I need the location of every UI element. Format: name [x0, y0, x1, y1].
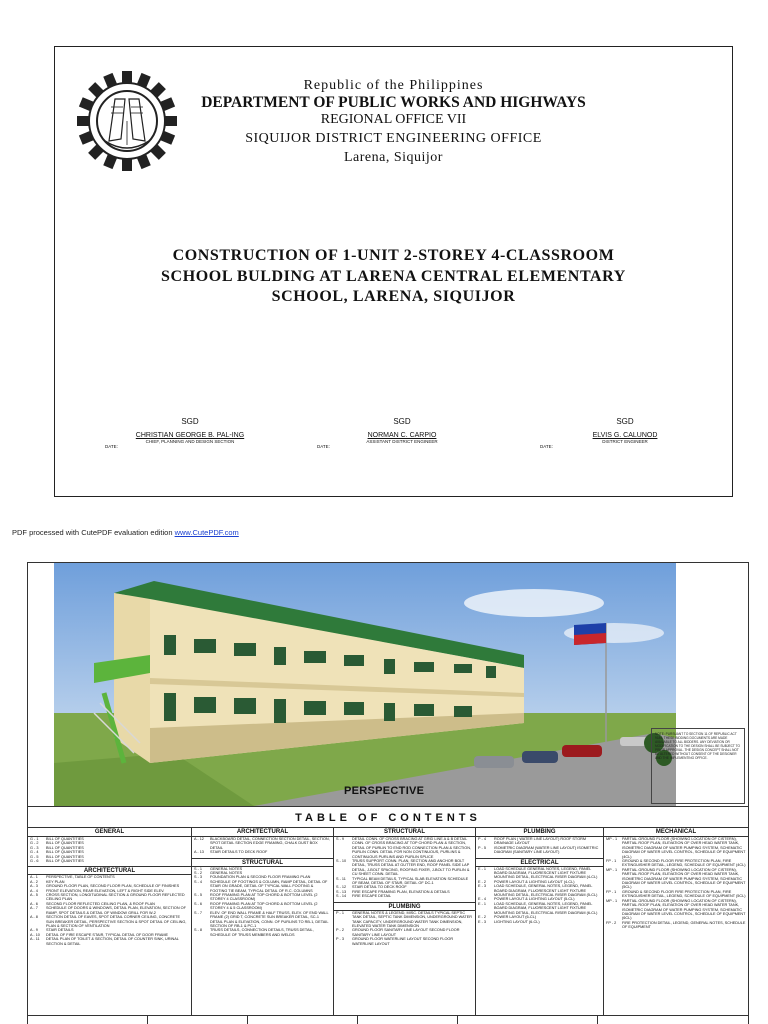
toc-entry	[192, 850, 333, 854]
toc-entry-code: G - 2	[30, 841, 39, 846]
toc-entry	[476, 867, 603, 880]
toc-entry-code: S - 10	[336, 859, 347, 864]
toc-entry-code: FP - 2	[606, 920, 617, 925]
toc-entry-code: S - 8	[194, 928, 203, 933]
toc-entry-code: S - 3	[194, 875, 203, 880]
toc-entry-description: DETAIL OF FIRE ESCAPE STAIR, TYPICAL DETAIL OF DOOR FRAME	[46, 932, 169, 937]
toc-entry-code: A - 5	[30, 893, 38, 898]
toc-entry-code: S - 5	[194, 893, 203, 898]
toc-entry	[334, 877, 475, 886]
toc-entry-code: A - 11	[30, 937, 40, 942]
toc-column	[604, 828, 748, 1015]
toc-column	[28, 828, 192, 1015]
toc-entry	[334, 928, 475, 937]
republic-heading: Republic of the Philippines	[303, 78, 484, 93]
toc-entry-code: E - 3	[478, 919, 487, 924]
toc-entry-description: POWER LAYOUT & LIGHTING LAYOUT (4-CL)	[494, 879, 575, 884]
toc-entry-code: A - 10	[30, 932, 40, 937]
toc-entry	[192, 893, 333, 902]
toc-entry-description: BILL OF QUANTITIES	[46, 859, 84, 864]
toc-column-header: MECHANICAL	[604, 828, 748, 837]
toc-entry	[604, 921, 748, 930]
notes-box: NOTE: PURSUANT TO SECTION 11 OF REPUBLIC ACT 9184, THESE BIDDING DOCUMENTS ARE MADE AVAILABLE TO ALL BIDDERS. ANY DEVIATION OR MODIFICATION TO THE DESIGN SHALL BE SUBJECT TO PRIOR APPROVAL. THE DESIGN CONCEPT SHALL NOT BE ALTERED WITHOUT CONSENT OF THE DESIGNER AND THE IMPLEMENTING OFFICE.	[651, 728, 745, 804]
title-block-cell	[358, 1016, 458, 1024]
signature-mark: SGD	[181, 417, 199, 426]
toc-entry	[28, 937, 191, 946]
pdf-note-text: PDF processed with CutePDF evaluation edition	[12, 528, 175, 537]
toc-entry-code: P - 3	[336, 937, 344, 942]
toc-entry-description: STAIR DETAILS TO DECK ROOF	[210, 850, 268, 855]
signatory-date: DATE:	[105, 444, 118, 449]
toc-entry-description: ELEV. OF END WALL FRAME & HALF TRUSS, ELEV. OF END WALL FRAME (2) GRID T, CONCRETE SUN BREAKER DETAIL, SC-1 DETAIL PLAN & ELEVATION, CONN. OF PURLINS TO RB-1, DETAIL SECTION OF RB-1 & PC-1	[210, 910, 329, 928]
title-block-cell	[458, 1016, 598, 1024]
toc-entry	[604, 859, 748, 868]
toc-entry-description: DETAIL CONN. OF CROSS BRACING AT GRID LINE A & B DETAIL CONN. OF CROSS BRACING AT TOP CHORD PLAN & SECTION, DETAIL OF PURLIN TO END ROD CONNECTION PLAN & SECTION, PURLIN CONN. DETAIL FOR NON CONTINUOUS, PURLINS & CONTINUOUS PURLINS AND PURLIN SPLICE	[352, 837, 472, 859]
toc-entry-code: A - 9	[30, 928, 38, 933]
toc-entry-code: S - 1	[194, 866, 203, 871]
toc-entry	[192, 902, 333, 911]
toc-entry	[604, 890, 748, 899]
perspective-rendering	[54, 563, 676, 806]
toc-entry-description: TRUSS SUPPORT CONN. PLAN, SECTION AND ANCHOR BOLT DETAIL, TRUSS DETAIL AT GUTTER END, ROOF PANEL SIDE LAP DETAIL, J-BOLT SPACING, ROOFING FIXER, J-BOLT TO PURLIN & CU SHEET CONN. DETAIL	[352, 859, 470, 877]
toc-entry-code: A - 4	[30, 888, 38, 893]
toc-header-bar	[28, 806, 748, 828]
signatory-date: DATE:	[317, 444, 330, 449]
toc-column	[334, 828, 476, 1015]
toc-entry-code: A - 7	[30, 906, 38, 911]
toc-entry-code: A - 8	[30, 915, 38, 920]
toc-column	[192, 828, 334, 1015]
signatory-block	[317, 417, 487, 450]
region-heading: REGIONAL OFFICE VII	[320, 112, 467, 127]
title-block	[28, 1015, 748, 1024]
toc-entry-description: LOAD SCHEDULE GENERAL NOTES, LEGEND, PANEL BOARD DIAGRAM, FLUORESCENT LIGHT FIXTURE MOUNTING DETAIL, ELECTRICAL RISER DIAGRAM (4-CL)	[494, 866, 598, 880]
toc-entry-description: GENERAL NOTES	[210, 866, 243, 871]
toc-entry-code: FP - 1	[606, 889, 617, 894]
toc-entry-description: ROOF FRAMING PLAN AT TOP CHORD & BOTTOM LEVEL (2 STOREY 4 CLASSROOM)	[210, 893, 318, 902]
title-block-cell	[148, 1016, 248, 1024]
toc-entry-description: FIRE ESCAPE FRAMING PLAN, ELEVATION & DETAILS	[352, 889, 450, 894]
toc-entry	[476, 837, 603, 846]
toc-column-header: STRUCTURAL	[334, 828, 475, 837]
signatory-name: CHRISTIAN GEORGE B. PAL-ING	[135, 432, 245, 439]
toc-entry	[334, 911, 475, 929]
toc-entry-description: SCHEDULE OF FOOTINGS & COLUMN, RAMP DETAIL, DETAIL OF STAIR ON GRADE, DETAIL OF TYPICAL WALL FOOTING & FOOTING TIE BEAM, TYPICAL DETAIL OF R.C. COLUMNS	[210, 879, 328, 893]
toc-entry-description: ROOF PLAN ( WATER LINE LAYOUT) ROOF STORM DRAINAGE LAYOUT	[494, 837, 587, 846]
toc-entry	[28, 893, 191, 902]
signatory-block	[540, 417, 710, 450]
toc-entry-code: S - 2	[194, 871, 203, 876]
toc-entry-description: GROUND FLOOR SANITARY LINE LAYOUT SECOND FLOOR SANITARY LINE LAYOUT	[352, 928, 460, 937]
project-title-line-2: SCHOOL BULDING AT LARENA CENTRAL ELEMENTARY	[161, 268, 626, 285]
toc-entry	[334, 837, 475, 859]
toc-entry-description: TRUSS DETAILS, CONNECTION DETAILS, TRUSS DETAIL, SCHEDULE OF TRUSS MEMBERS AND WELDS	[210, 928, 314, 937]
signatory-block	[105, 417, 275, 450]
toc-entry-description: POWER LAYOUT & LIGHTING LAYOUT (5-CL)	[494, 897, 575, 902]
toc-section-header: ELECTRICAL	[476, 858, 603, 867]
cutepdf-link[interactable]: www.CutePDF.com	[174, 528, 239, 537]
toc-section-header: PLUMBING	[334, 902, 475, 911]
toc-entry-description: STAIR DETAIL TO DECK ROOF	[352, 885, 407, 890]
toc-entry-code: S - 11	[336, 876, 346, 881]
toc-entry-code: A - 2	[30, 879, 38, 884]
toc-entry-description: BILL OF QUANTITIES	[46, 854, 84, 859]
signatory-position: ASSISTANT DISTRICT ENGINEER	[366, 439, 438, 444]
signatory-name: ELVIS G. CALUNOD	[592, 432, 658, 439]
title-block-cell	[598, 1016, 748, 1024]
toc-entry	[334, 937, 475, 946]
toc-entry	[192, 928, 333, 937]
toc-entry-code: P - 5	[478, 845, 486, 850]
toc-entry	[604, 899, 748, 921]
toc-entry-code: E - 1	[478, 866, 487, 871]
toc-entry	[476, 884, 603, 897]
toc-column-header: ARCHITECTURAL	[192, 828, 333, 837]
toc-entry-code: MP - 1	[606, 867, 618, 872]
toc-entry-description: BILL OF QUANTITIES	[46, 845, 84, 850]
signatory-name: NORMAN C. CARPIO	[367, 432, 437, 439]
signatory-date: DATE:	[540, 444, 553, 449]
toc-entry	[192, 837, 333, 850]
toc-entry-code: A - 13	[194, 850, 204, 855]
project-title-line-3: SCHOOL, LARENA, SIQUIJOR	[271, 288, 516, 305]
toc-entry-code: P - 1	[336, 910, 344, 915]
title-block-cell	[28, 1016, 148, 1024]
toc-entry	[604, 868, 748, 890]
toc-entry-description: FRONT ELEVATION, REAR ELEVATION, LEFT & RIGHT SIDE ELEV.	[46, 888, 165, 893]
toc-entry-description: LOAD SCHEDULE, GENERAL NOTES, LEGEND, PANEL BOARD DIAGRAM, FLUORESCENT LIGHT FIXTURE MOUNTING DETAIL, ELECTRICAL RISER DIAGRAM (6-CL)	[494, 901, 598, 915]
toc-entry-code: MP - 1	[606, 898, 618, 903]
drawing-sheet	[27, 562, 749, 1024]
toc-entry-description: FIRE ESCAPE DETAIL	[352, 894, 392, 899]
toc-entry-description: GENERAL NOTES & LEGEND, MISC. DETAILS TYPICAL SEPTIC TANK DETAIL, SEPTIC TANK DIMENSION, UNDERGROUND WATER TANK CAPACITY, UNDERGROUND WATER TANK DIMENSION, ELEVATED WATER TANK DIMENSION	[352, 910, 472, 928]
toc-entry-description: SECOND FLOOR REFLECTED CEILING PLAN, & ROOF PLAN	[46, 901, 155, 906]
toc-entry-description: BILL OF QUANTITIES	[46, 837, 84, 841]
toc-entry-code: S - 4	[194, 879, 203, 884]
toc-entry-description: GROUND & SECOND FLOOR FIRE PROTECTION PLAN, FIRE EXTINGUISHER DETAIL, LEGEND, SCHEDULE OF EQUIPMENT (4CL)	[622, 859, 746, 868]
toc-entry-description: SCHEDULE OF DOORS & WINDOWS, DETAIL PLAN, ELEVATION, SECTION OF RAMP, SPOT DETAILS & DETAIL OF WINDOW GRILL FOR W-2	[46, 906, 186, 915]
toc-entry-code: G - 4	[30, 850, 39, 855]
toc-entry-description: GENERAL NOTES	[210, 871, 243, 876]
town-heading: Larena, Siquijor	[344, 150, 443, 165]
toc-entry-code: S - 9	[336, 837, 345, 841]
toc-entry-description: BILL OF QUANTITIES	[46, 841, 84, 846]
toc-entry-code: FP - 1	[606, 859, 617, 864]
toc-entry	[604, 837, 748, 859]
toc-entry-code: S - 6	[194, 901, 203, 906]
toc-entry-description: GROUND FLOOR PLAN, SECOND FLOOR PLAN, SCHEDULE OF FINISHES	[46, 884, 180, 889]
toc-entry-code: G - 6	[30, 859, 39, 864]
toc-entry-code: S - 7	[194, 910, 203, 915]
toc-entry	[28, 906, 191, 915]
toc-entry-description: TYPICAL BEAM DETAILS, TYPICAL SLAB ELEVATION SCHEDULE OF BEAM, DETAIL OF STAIR, DETAIL OF DC-1	[352, 876, 469, 886]
toc-entry-description: STAIR DETAILS	[46, 928, 74, 933]
toc-entry	[28, 859, 191, 863]
toc-title: TABLE OF CONTENTS	[295, 812, 481, 824]
cover-sheet	[54, 46, 733, 497]
toc-entry-description: PARTIAL GROUND FLOOR (SHOWING LOCATION OF CISTERN), PARTIAL ROOF PLAN, ELEVATION OF OVER HEAD WATER TANK, ISOMETRIC DIAGRAM OF WATER PUMPING SYSTEM, SCHEMATIC DIAGRAM OF WATER LEVEL CONTROL, SCHEDULE OF EQUIPMENT (6CL)	[622, 898, 746, 921]
toc-entry	[476, 902, 603, 915]
toc-entry	[192, 880, 333, 893]
toc-entry	[476, 846, 603, 855]
toc-entry-description: KEY PLAN	[46, 879, 65, 884]
toc-column-header: GENERAL	[28, 828, 191, 837]
toc-entry-description: CROSS SECTION, LONGITUDINAL SECTION & GROUND FLOOR REFLECTED CEILING PLAN	[46, 893, 185, 902]
toc-entry-description: FOUNDATION PLAN & SECOND FLOOR FRAMING PLAN	[210, 875, 311, 880]
project-title-line-1: CONSTRUCTION OF 1-UNIT 2-STOREY 4-CLASSROOM	[172, 247, 615, 264]
toc-entry-code: P - 4	[478, 837, 486, 841]
toc-section-header: STRUCTURAL	[192, 858, 333, 867]
toc-entry-description: GROUND & SECOND FLOOR FIRE PROTECTION PLAN, FIRE EXTINGUISHER DETAIL, LEGEND, SCHEDULE OF EQUIPMENT (5CL)	[622, 889, 746, 899]
toc-entry-code: G - 5	[30, 854, 39, 859]
toc-entry-code: P - 2	[336, 928, 344, 933]
toc-entry-code: E - 2	[478, 879, 487, 884]
signatory-position: DISTRICT ENGINEER	[602, 439, 648, 444]
toc-column-header: PLUMBING	[476, 828, 603, 837]
toc-entry-code: E - 1	[478, 901, 487, 906]
signature-mark: SGD	[616, 417, 634, 426]
toc-section-header: ARCHITECTURAL	[28, 866, 191, 875]
toc-entry-description: SECTION DETAIL OF EAVES, SPOT DETAIL CORNER CEILING, CONCRETE SUN BREAKER DETAIL, PERSPECTIVE SECTION & SPOT DETAIL OF CEILING, PLAN & SECTION OF VENTILATION	[46, 915, 187, 928]
toc-entry-code: A - 12	[194, 837, 204, 841]
toc-entry-description: BLACKBOARD DETAIL, CONNECTION SECTION DETAIL, SECTION, SPOT DETAIL SECTION EDGE FRAMING, CHALK DUST BOX DETAIL	[210, 837, 330, 850]
toc-entry-code: E - 3	[478, 884, 487, 889]
toc-entry-code: G - 1	[30, 837, 39, 841]
toc-entry-description: ROOF FRAMING PLAN AT TOP CHORD & BOTTOM LEVEL (2 STOREY 4 & 5 CLASSROOM)	[210, 901, 318, 911]
signatory-position: CHIEF, PLANNING AND DESIGN SECTION	[145, 439, 235, 444]
toc-entry-description: PARTIAL GROUND FLOOR (SHOWING LOCATION OF CISTERN), PARTIAL ROOF PLAN, ELEVATION OF OVER HEAD WATER TANK, ISOMETRIC DIAGRAM OF WATER PUMPING SYSTEM, SCHEMATIC DIAGRAM OF WATER LEVEL CONTROL, SCHEDULE OF EQUIPMENT (4CL)	[622, 837, 746, 859]
toc-entry	[28, 915, 191, 928]
toc-entry	[334, 894, 475, 898]
toc-entry-description: GROUND FLOOR WATERLINE LAYOUT SECOND FLOOR WATERLINE LAYOUT	[352, 937, 454, 946]
toc-entry-code: A - 1	[30, 875, 38, 880]
toc-entry-description: DETAIL PLAN OF TOILET & SECTION, DETAIL OF COUNTER SINK, URINAL SECTION & DETAIL	[46, 937, 179, 946]
toc-entry	[192, 911, 333, 929]
toc-entry-code: E - 2	[478, 915, 487, 920]
toc-entry-description: FIRE PROTECTION DETAIL, LEGEND, GENERAL NOTES, SCHEDULE OF EQUIPMENT	[622, 920, 746, 930]
toc-entry-code: S - 13	[336, 889, 347, 894]
toc-column	[476, 828, 604, 1015]
toc-entry-description: ISOMETRIC DIAGRAM (WATER LINE LAYOUT) ISOMETRIC DIAGRAM (SANITARY LINE LAYOUT)	[494, 845, 599, 855]
toc-entry-description: BILL OF QUANTITIES	[46, 850, 84, 855]
toc-entry-description: PERSPECTIVE, TABLE OF CONTENTS	[46, 875, 115, 880]
toc-entry-code: S - 14	[336, 894, 347, 899]
signature-mark: SGD	[393, 417, 411, 426]
toc-entry-code: A - 6	[30, 901, 38, 906]
toc-entry-description: LOAD SCHEDULE, GENERAL NOTES, LEGEND, PANEL BOARD DIAGRAM, FLUORESCENT LIGHT FIXTURE MOUNTING DETAIL, ELECTRICAL RISER DIAGRAM (5-CL)	[494, 884, 598, 898]
toc-entry	[334, 859, 475, 877]
toc-entry-code: MP - 1	[606, 837, 618, 841]
perspective-label: PERSPECTIVE	[344, 785, 425, 797]
toc-entry-description: PARTIAL GROUND FLOOR (SHOWING LOCATION OF CISTERN), PARTIAL ROOF PLAN, ELEVATION OF OVER HEAD WATER TANK, ISOMETRIC DIAGRAM OF WATER PUMPING SYSTEM, SCHEMATIC DIAGRAM OF WATER LEVEL CONTROL, SCHEDULE OF EQUIPMENT (5CL)	[622, 867, 746, 890]
toc-entry-description: POWER LAYOUT (6-CL)	[494, 915, 537, 920]
toc-entry-code: E - 4	[478, 897, 487, 902]
toc-entry-description: LIGHTING LAYOUT (6-CL)	[494, 919, 540, 924]
pdf-processor-note	[12, 528, 239, 537]
toc-entry-code: A - 3	[30, 884, 38, 889]
toc-entry-code: G - 3	[30, 845, 39, 850]
department-heading: DEPARTMENT OF PUBLIC WORKS AND HIGHWAYS	[201, 94, 586, 111]
toc-entry-code: S - 12	[336, 885, 347, 890]
title-block-cell	[248, 1016, 358, 1024]
toc-entry	[476, 920, 603, 924]
district-office-heading: SIQUIJOR DISTRICT ENGINEERING OFFICE	[245, 131, 542, 146]
